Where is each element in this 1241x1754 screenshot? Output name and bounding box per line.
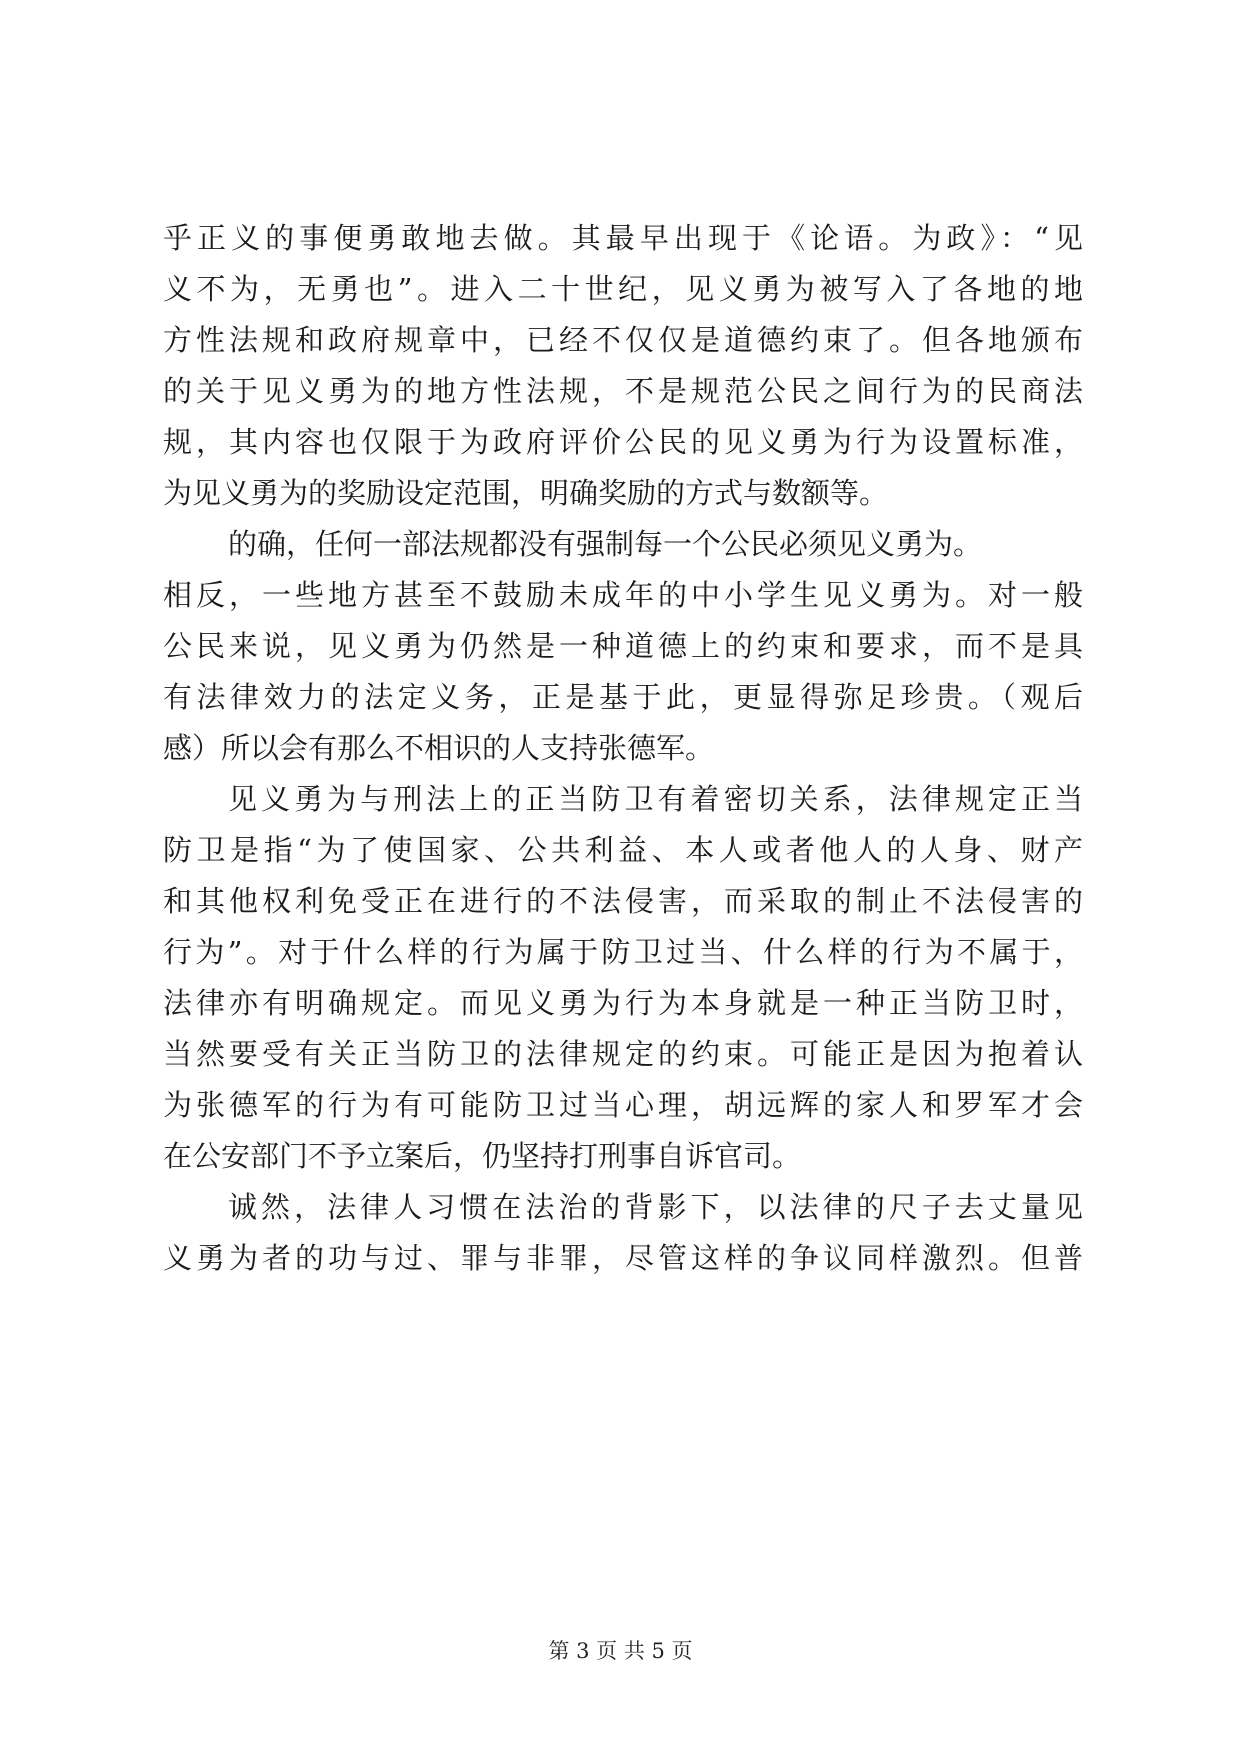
paragraph-first-line: 的确，任何一部法规都没有强制每一个公民必须见义勇为。 [228,527,983,561]
text-line: 义不为，无勇也”。进入二十世纪，见义勇为被写入了各地的地 [163,272,1083,306]
text-line: 当然要受有关正当防卫的法律规定的约束。可能正是因为抱着认 [163,1037,1083,1071]
text-line: 的关于见义勇为的地方性法规，不是规范公民之间行为的民商法 [163,374,1083,408]
paragraph-first-line: 诚然，法律人习惯在法治的背影下，以法律的尺子去丈量见 [228,1190,1083,1224]
text-line: 为张德军的行为有可能防卫过当心理，胡远辉的家人和罗军才会 [163,1088,1083,1122]
text-line: 法律亦有明确规定。而见义勇为行为本身就是一种正当防卫时， [163,986,1083,1020]
text-line: 感）所以会有那么不相识的人支持张德军。 [163,731,715,765]
text-line: 有法律效力的法定义务，正是基于此，更显得弥足珍贵。（观后 [163,680,1083,714]
text-line: 和其他权利免受正在进行的不法侵害，而采取的制止不法侵害的 [163,884,1083,918]
text-line: 在公安部门不予立案后，仍坚持打刑事自诉官司。 [163,1139,802,1173]
text-line: 方性法规和政府规章中，已经不仅仅是道德约束了。但各地颁布 [163,323,1083,357]
text-line: 规，其内容也仅限于为政府评价公民的见义勇为行为设置标准， [163,425,1083,459]
paragraph-first-line: 见义勇为与刑法上的正当防卫有着密切关系，法律规定正当 [228,782,1083,816]
text-line: 防卫是指“为了使国家、公共利益、本人或者他人的人身、财产 [163,833,1083,867]
text-line: 乎正义的事便勇敢地去做。其最早出现于《论语。为政》：“见 [163,221,1083,255]
text-line: 为见义勇为的奖励设定范围，明确奖励的方式与数额等。 [163,476,889,510]
text-line: 行为”。对于什么样的行为属于防卫过当、什么样的行为不属于， [163,935,1083,969]
page-number-footer: 第 3 页 共 5 页 [548,1639,693,1663]
text-line: 义勇为者的功与过、罪与非罪，尽管这样的争议同样激烈。但普 [163,1241,1083,1275]
text-line: 相反，一些地方甚至不鼓励未成年的中小学生见义勇为。对一般 [163,578,1083,612]
text-line: 公民来说，见义勇为仍然是一种道德上的约束和要求，而不是具 [163,629,1083,663]
